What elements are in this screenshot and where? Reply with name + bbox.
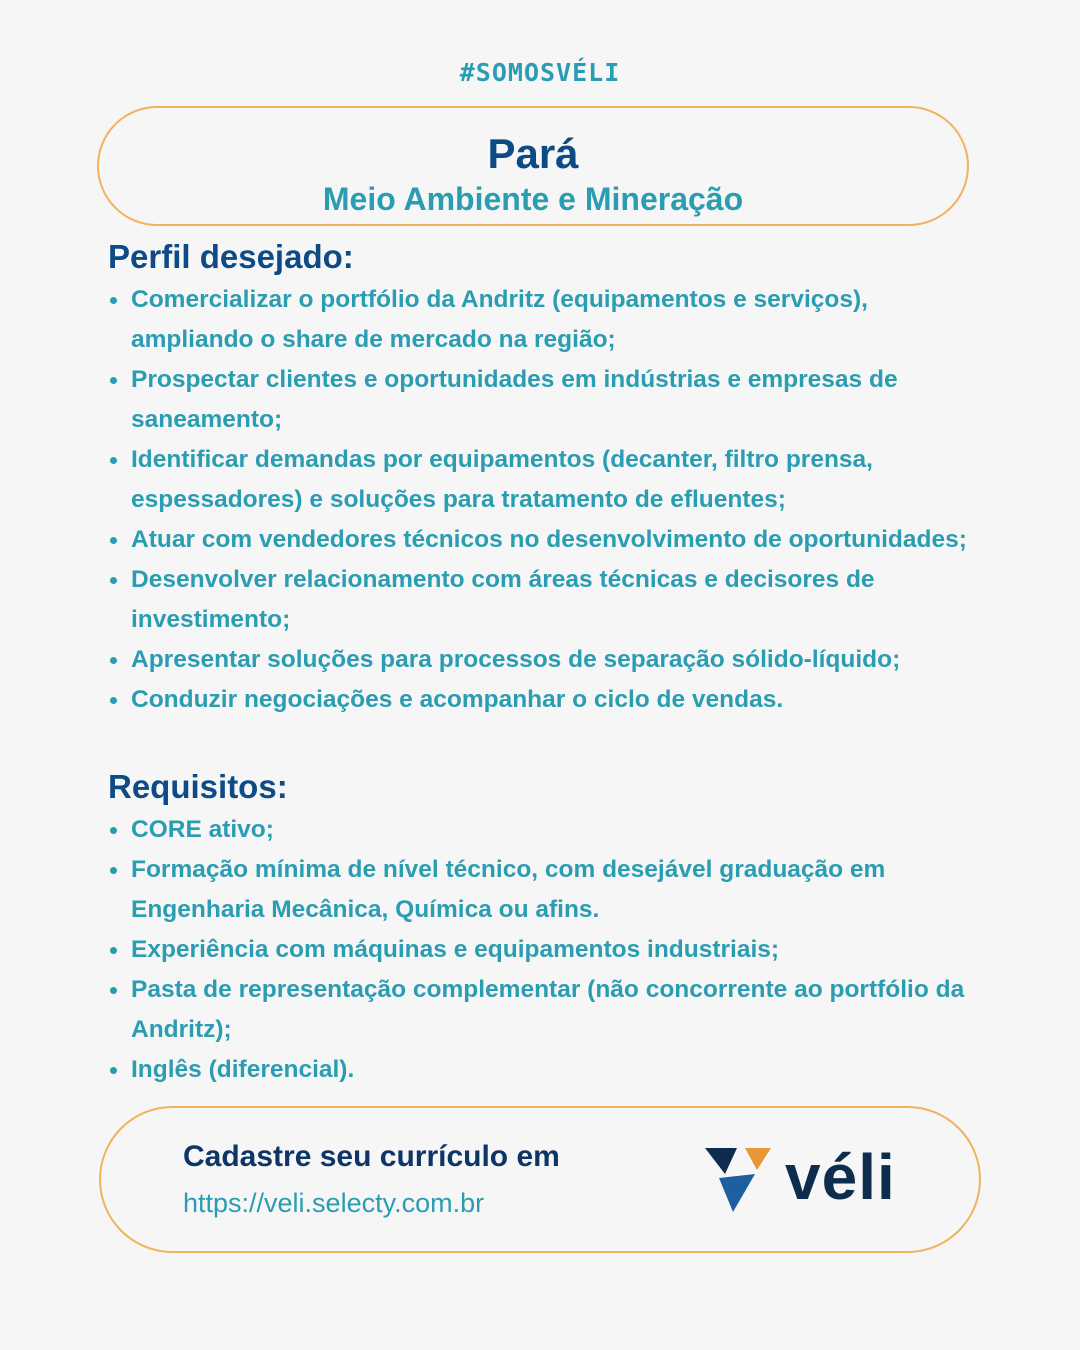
list-item: Conduzir negociações e acompanhar o ciclo de vendas.: [108, 680, 988, 720]
cta-url-link[interactable]: https://veli.selecty.com.br: [183, 1188, 485, 1218]
cta-box: [99, 1106, 981, 1253]
requirements-list: [108, 810, 1018, 1090]
area-subtitle: Meio Ambiente e Mineração: [322, 181, 744, 217]
list-item: Pasta de representação complementar (não concorrente ao portfólio da Andritz);: [108, 970, 1018, 1050]
city-title: Pará: [487, 130, 579, 177]
profile-heading: Perfil desejado:: [108, 238, 354, 275]
cta-title: Cadastre seu currículo em: [183, 1140, 560, 1173]
hashtag: #SOMOSVÉLI: [459, 58, 621, 87]
list-item: Atuar com vendedores técnicos no desenvolvimento de oportunidades;: [108, 520, 988, 560]
list-item: Identificar demandas por equipamentos (decanter, filtro prensa, espessadores) e soluções para tratamento de efluentes;: [108, 440, 988, 520]
list-item: CORE ativo;: [108, 810, 1018, 850]
profile-list: [108, 280, 988, 720]
veli-logo: [703, 1141, 903, 1216]
list-item: Formação mínima de nível técnico, com desejável graduação em Engenharia Mecânica, Química ou afins.: [108, 850, 1018, 930]
list-item: Experiência com máquinas e equipamentos industriais;: [108, 930, 1018, 970]
logo-wordmark: véli: [785, 1141, 896, 1213]
list-item: Apresentar soluções para processos de separação sólido-líquido;: [108, 640, 988, 680]
requirements-heading: Requisitos:: [108, 768, 288, 805]
veli-triangles-icon: [703, 1144, 779, 1216]
list-item: Prospectar clientes e oportunidades em indústrias e empresas de saneamento;: [108, 360, 988, 440]
list-item: Desenvolver relacionamento com áreas técnicas e decisores de investimento;: [108, 560, 988, 640]
list-item: Comercializar o portfólio da Andritz (equipamentos e serviços), ampliando o share de mercado na região;: [108, 280, 988, 360]
list-item: Inglês (diferencial).: [108, 1050, 1018, 1090]
title-box: [97, 106, 969, 226]
